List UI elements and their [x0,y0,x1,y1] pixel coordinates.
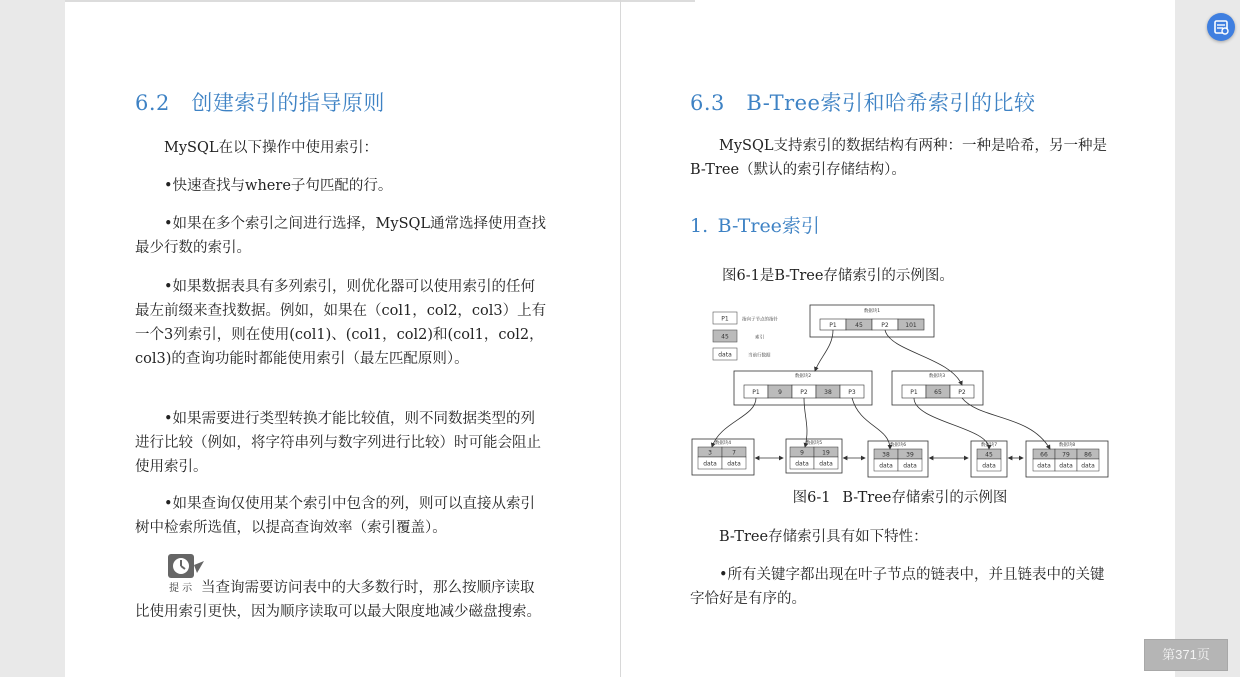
svg-text:66: 66 [1040,451,1048,459]
intro-paragraph: MySQL在以下操作中使用索引： [164,140,378,156]
left-page [135,0,547,677]
traits-intro: B-Tree存储索引具有如下特性： [719,529,928,545]
bullet-1: •快速查找与where子句匹配的行。 [164,178,393,194]
figure-legend [713,312,778,360]
page-indicator[interactable]: 第371页 [1144,639,1228,671]
svg-text:86: 86 [1084,451,1092,459]
tip-first-line: 当查询需要访问表中的大多数行时，那么按顺序 [201,580,506,596]
svg-text:P1: P1 [752,389,760,396]
svg-text:data: data [1037,462,1051,470]
tip-label: 提 示 [169,583,193,593]
svg-text:data: data [819,460,833,468]
mid-node-1 [734,371,872,405]
svg-text:P1: P1 [910,389,918,396]
svg-text:45: 45 [855,322,863,329]
svg-text:79: 79 [1062,451,1070,459]
trait-1: •所有关键字都出现在叶子节点的链表中，并且链表中的关键字恰好是有序的。 [690,567,1105,607]
svg-text:39: 39 [906,451,914,459]
leaf-node-2 [786,439,842,473]
svg-text:9: 9 [800,449,804,457]
root-node-label: 数据块1 [863,309,881,314]
svg-text:数据块7: 数据块7 [980,443,998,448]
svg-text:3: 3 [708,449,712,457]
tip-paragraph [135,576,547,624]
leaf-node-1 [692,439,754,475]
svg-text:7: 7 [732,449,736,457]
svg-text:P2: P2 [800,389,808,396]
svg-text:45: 45 [985,451,993,459]
leaf-node-3 [868,441,928,477]
legend-text-key: 索引 [755,335,764,341]
svg-text:9: 9 [778,389,782,396]
btree-figure [690,302,1110,482]
svg-text:data: data [727,460,741,468]
subheading-btree: 1. B-Tree索引 [690,215,820,237]
legend-box-key: 45 [721,333,729,341]
svg-text:数据块5: 数据块5 [805,441,823,446]
svg-text:data: data [795,460,809,468]
svg-text:P2: P2 [958,389,966,396]
svg-text:数据块4: 数据块4 [714,441,732,446]
tip-rest: 读取比使用索引更快，因为顺序读取可以最大限度地减少磁盘搜索。 [135,580,541,620]
bullet-5: •如果查询仅使用某个索引中包含的列，则可以直接从索引树中检索所选值，以提高查询效率（索引覆盖）。 [135,496,536,536]
document-tool-icon [1207,13,1235,41]
svg-text:数据块6: 数据块6 [889,443,907,448]
svg-text:data: data [1081,462,1095,470]
svg-text:65: 65 [934,389,942,396]
svg-text:38: 38 [882,451,890,459]
svg-text:101: 101 [905,322,917,329]
svg-text:数据块2: 数据块2 [794,374,812,379]
section-heading-6-2: 6.2 创建索引的指导原则 [135,91,385,115]
floating-action-button[interactable] [1207,13,1235,41]
svg-text:data: data [903,462,917,470]
bullet-2: •如果在多个索引之间进行选择，MySQL通常选择使用查找最少行数的索引。 [135,216,547,256]
svg-text:P1: P1 [829,322,837,329]
bullet-4: •如果需要进行类型转换才能比较值，则不同数据类型的列进行比较（例如，将字符串列与数字列进行比较）时可能会阻止使用索引。 [135,411,541,475]
page-gutter [620,0,621,677]
svg-text:19: 19 [822,449,830,457]
root-node [810,305,934,337]
svg-text:数据块8: 数据块8 [1058,443,1076,448]
legend-text-data: 当前行数据 [748,353,771,359]
svg-text:data: data [703,460,717,468]
svg-text:data: data [982,462,996,470]
figure-intro: 图6-1是B-Tree存储索引的示例图。 [722,268,954,284]
bullet-3: •如果数据表具有多列索引，则优化器可以使用索引的任何最左前缀来查找数据。例如，如果在（col1，col2，col3）上有一个3列索引，则在使用(col1)、(col1，col2)和(col1，col2，col3)的查询功能时都能使用索引（最左匹配原则）。 [135,279,547,367]
legend-box-pointer: P1 [721,315,729,323]
right-page [690,0,1110,677]
leaf-node-5 [1026,441,1108,477]
legend-box-data: data [718,351,732,359]
svg-text:data: data [879,462,893,470]
figure-caption: 图6-1 B-Tree存储索引的示例图 [792,490,1008,506]
svg-text:P3: P3 [848,389,856,396]
mid-node-2 [892,371,983,405]
svg-text:data: data [1059,462,1073,470]
intro-paragraph-right: MySQL支持索引的数据结构有两种：一种是哈希，另一种是B-Tree（默认的索引存储结构）。 [690,138,1107,178]
section-heading-6-3: 6.3 B-Tree索引和哈希索引的比较 [690,91,1036,115]
svg-text:数据块3: 数据块3 [928,374,946,379]
svg-text:P2: P2 [881,322,889,329]
svg-text:38: 38 [824,389,832,396]
legend-text-pointer: 指向子节点的指针 [742,317,778,323]
